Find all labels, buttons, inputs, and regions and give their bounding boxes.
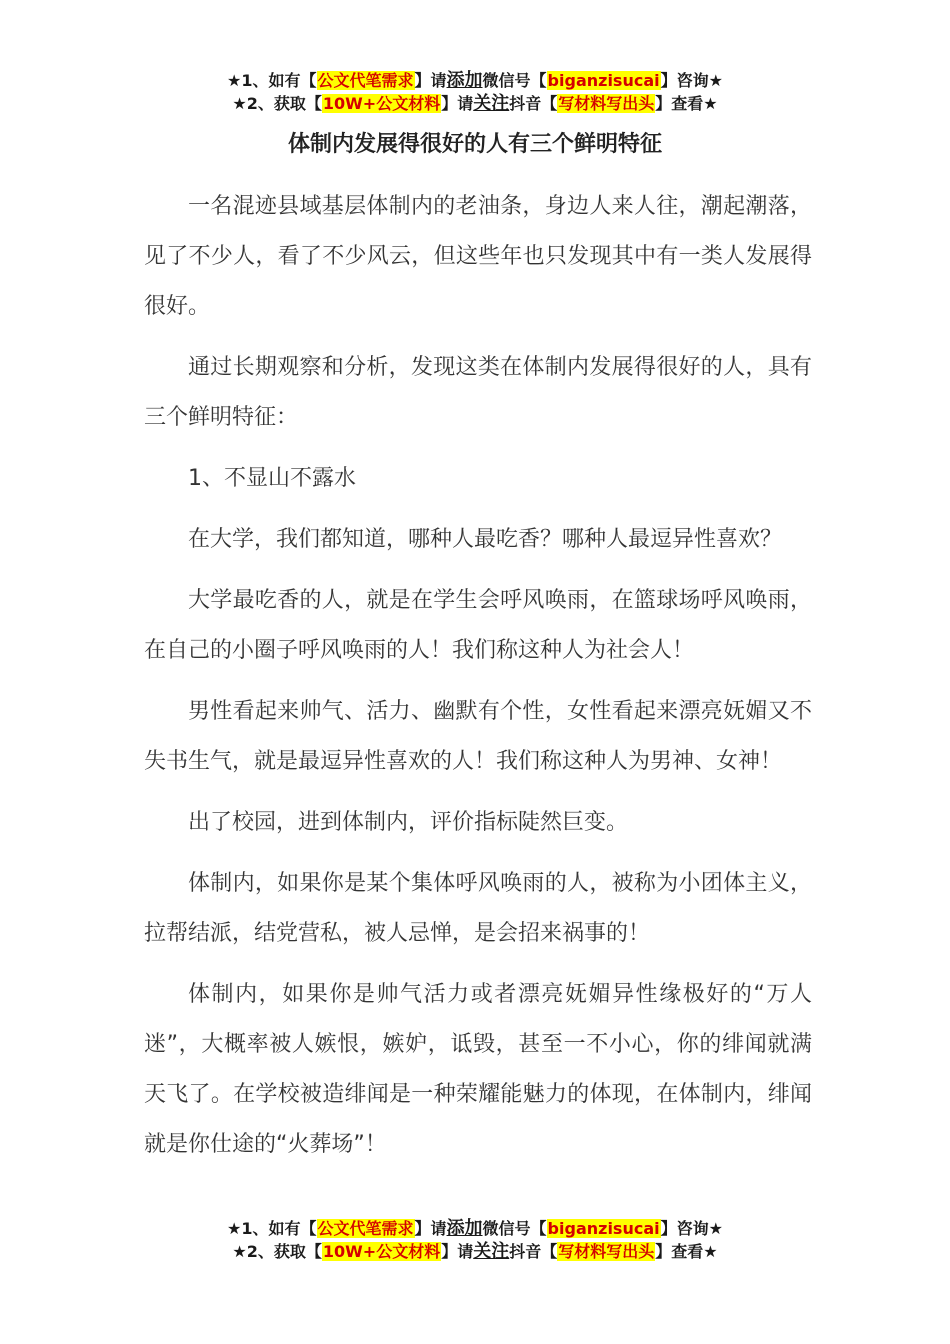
paragraph: 体制内，如果你是帅气活力或者漂亮妩媚异性缘极好的“万人迷”，大概率被人嫉恨，嫉妒，诋毁，甚至一不小心，你的绯闻就满天飞了。在学校被造绯闻是一种荣耀能魅力的体现，在体制内，绯闻就是你仕途的“火葬场”！ bbox=[144, 982, 812, 1157]
paragraph: 体制内，如果你是某个集体呼风唤雨的人，被称为小团体主义，拉帮结派，结党营私，被人忌惮，是会招来祸事的！ bbox=[144, 871, 812, 946]
banner-text: 】咨询★ bbox=[660, 71, 723, 90]
banner-text: 】查看★ bbox=[655, 1242, 718, 1261]
banner-text: 】查看★ bbox=[655, 94, 718, 113]
paragraph: 大学最吃香的人，就是在学生会呼风唤雨，在篮球场呼风唤雨，在自己的小圈子呼风唤雨的人！我们称这种人为社会人！ bbox=[144, 588, 812, 663]
banner-text: 微信号【 bbox=[482, 1219, 547, 1238]
banner-text: ★2、获取【 bbox=[232, 94, 322, 113]
banner-highlight: 公文代笔需求 bbox=[317, 1219, 414, 1238]
banner-text: 微信号【 bbox=[482, 71, 547, 90]
paragraph: 在大学，我们都知道，哪种人最吃香？哪种人最逗异性喜欢？ bbox=[188, 527, 783, 552]
banner-wechat-id: biganzisucai bbox=[547, 1219, 660, 1238]
banner-highlight: 10W+公文材料 bbox=[322, 1242, 441, 1261]
banner-emphasis: 添加 bbox=[446, 70, 483, 91]
banner-douyin-id: 写材料写出头 bbox=[558, 1242, 655, 1261]
banner-text: ★2、获取【 bbox=[232, 1242, 322, 1261]
banner-line-2 bbox=[0, 1240, 950, 1263]
banner-line-1 bbox=[0, 69, 950, 92]
banner-text: 】请 bbox=[441, 94, 474, 113]
banner-text: 】请 bbox=[441, 1242, 474, 1261]
header-banner bbox=[0, 69, 950, 115]
paragraph: 通过长期观察和分析，发现这类在体制内发展得很好的人，具有三个鲜明特征： bbox=[144, 355, 812, 430]
banner-text: ★1、如有【 bbox=[227, 71, 317, 90]
banner-emphasis: 关注 bbox=[473, 1241, 510, 1262]
banner-text: ★1、如有【 bbox=[227, 1219, 317, 1238]
banner-highlight: 10W+公文材料 bbox=[322, 94, 441, 113]
banner-line-2 bbox=[0, 92, 950, 115]
paragraph: 一名混迹县域基层体制内的老油条，身边人来人往，潮起潮落，见了不少人，看了不少风云，但这些年也只发现其中有一类人发展得很好。 bbox=[144, 194, 812, 319]
document-title: 体制内发展得很好的人有三个鲜明特征 bbox=[287, 132, 662, 157]
banner-line-1 bbox=[0, 1217, 950, 1240]
paragraph: 出了校园，进到体制内，评价指标陡然巨变。 bbox=[188, 810, 629, 835]
banner-text: 抖音【 bbox=[509, 1242, 558, 1261]
banner-text: 抖音【 bbox=[509, 94, 558, 113]
document-body bbox=[144, 182, 812, 1181]
paragraph: 男性看起来帅气、活力、幽默有个性，女性看起来漂亮妩媚又不失书生气，就是最逗异性喜欢的人！我们称这种人为男神、女神！ bbox=[144, 699, 812, 774]
banner-emphasis: 关注 bbox=[473, 93, 510, 114]
footer-banner bbox=[0, 1217, 950, 1263]
banner-douyin-id: 写材料写出头 bbox=[558, 94, 655, 113]
banner-text: 】咨询★ bbox=[660, 1219, 723, 1238]
banner-text: 】请 bbox=[414, 71, 447, 90]
banner-emphasis: 添加 bbox=[446, 1218, 483, 1239]
banner-wechat-id: biganzisucai bbox=[547, 71, 660, 90]
banner-text: 】请 bbox=[414, 1219, 447, 1238]
banner-highlight: 公文代笔需求 bbox=[317, 71, 414, 90]
section-heading: 1、不显山不露水 bbox=[188, 466, 356, 491]
